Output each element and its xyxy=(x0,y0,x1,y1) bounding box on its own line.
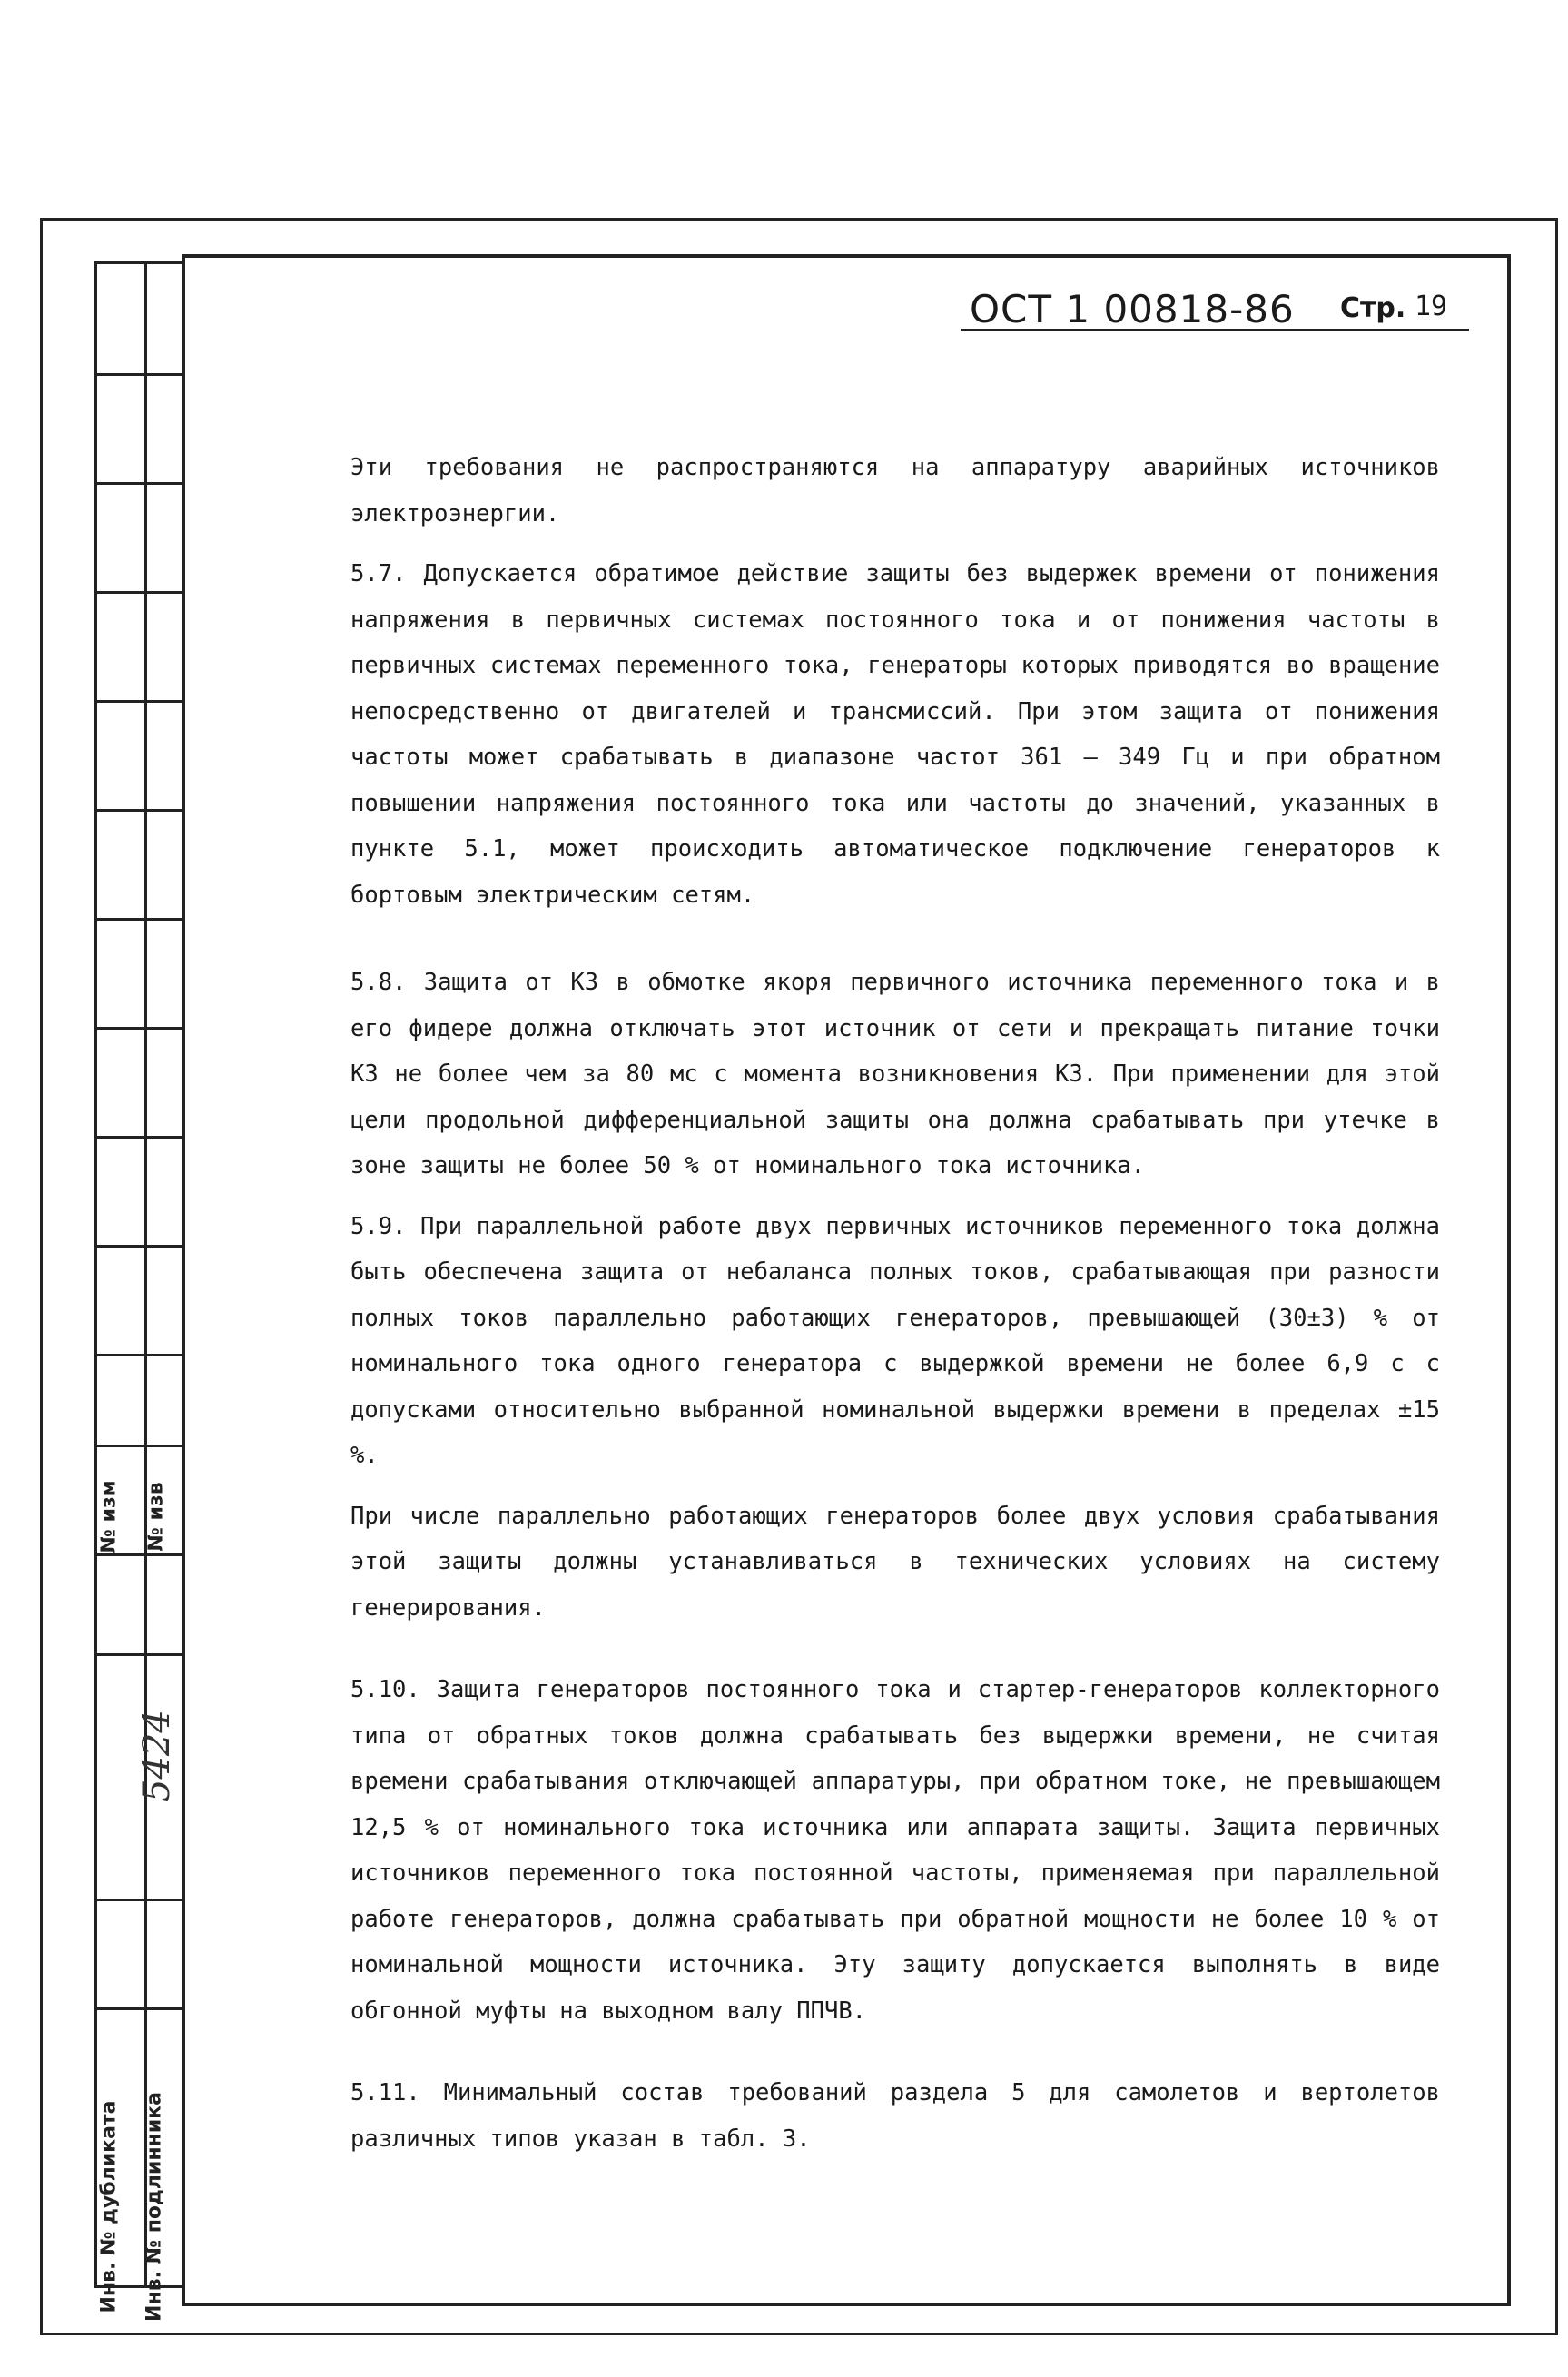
original-inv-label: Инв. № подлинника xyxy=(143,2092,166,2322)
strip-line xyxy=(97,700,184,703)
strip-line xyxy=(97,1027,184,1030)
paragraph-emergency-sources: Эти требования не распространяются на аппаратуру аварийных источников электроэнергии. xyxy=(350,454,1440,528)
strip-line xyxy=(97,1245,184,1248)
strip-line xyxy=(97,1445,184,1447)
strip-line xyxy=(97,2007,184,2010)
strip-line xyxy=(97,918,184,921)
paragraph-5-8: 5.8. Защита от КЗ в обмотке якоря первичного источника переменного тока и в его фидере должна отключать этот источник от сети и прекращать питание точки КЗ не более чем за 80 мс с момента возникновения КЗ. При применении для этой цели продольной дифференциальной защиты она должна срабатывать при утечке в зоне защиты не более 50 % от номинального тока источника. xyxy=(350,969,1440,1179)
change-no-label: № изм xyxy=(97,1480,121,1553)
strip-line xyxy=(97,373,184,376)
strip-line xyxy=(97,482,184,485)
handwritten-inventory-number: 5424 xyxy=(136,1710,178,1802)
paragraph-parallel-generators: При числе параллельно работающих генераторов более двух условия срабатывания этой защиты должны устанавливаться в технических условиях на систему генерирования. xyxy=(350,1502,1440,1622)
strip-line xyxy=(97,1899,184,1901)
paragraph-5-10: 5.10. Защита генераторов постоянного тока и стартер-генераторов коллекторного типа от обратных токов должна срабатывать без выдержки времени, не считая времени срабатывания отключающей аппаратуры, при обратном токе, не превышающем 12,5 % от номинального тока источника или аппарата защиты. Защита первичных источников переменного тока постоянной частоты, применяемая при параллельной работе генераторов, должна срабатывать при обратной мощности не более 10 % от номинальной мощности источника. Эту защиту допускается выполнять в виде обгонной муфты на выходном валу ППЧВ. xyxy=(350,1676,1440,2025)
left-margin-stamp-column xyxy=(94,261,182,2288)
paragraph-5-11: 5.11. Минимальный состав требований раздела 5 для самолетов и вертолетов различных типов указан в табл. 3. xyxy=(350,2079,1440,2153)
document-body xyxy=(287,445,1440,2162)
duplicate-inv-label: Инв. № дубликата xyxy=(97,2100,121,2313)
notice-no-label: № изв xyxy=(144,1482,168,1552)
paragraph-5-9: 5.9. При параллельной работе двух первичных источников переменного тока должна быть обеспечена защита от небаланса полных токов, срабатывающая при разности полных токов параллельно работающих генераторов, превышающей (30±3) % от номинального тока одного генератора с выдержкой времени не более 6,9 с с допусками относительно выбранной номинальной выдержки времени в пределах ±15 %. xyxy=(350,1212,1440,1469)
strip-line xyxy=(97,591,184,594)
strip-divider xyxy=(144,264,147,2285)
paragraph-5-7: 5.7. Допускается обратимое действие защиты без выдержек времени от понижения напряжения в первичных системах постоянного тока и от понижения частоты в первичных системах переменного тока, генераторы которых приводятся во вращение непосредственно от двигателей и трансмиссий. При этом защита от понижения частоты может срабатывать в диапазоне частот 361 – 349 Гц и при обратном повышении напряжения постоянного тока или частоты до значений, указанных в пункте 5.1, может происходить автоматическое подключение генераторов к бортовым электрическим сетям. xyxy=(350,560,1440,909)
strip-line xyxy=(97,1354,184,1356)
page-number: 19 xyxy=(1415,291,1448,322)
document-code: ОСТ 1 00818-86 xyxy=(970,287,1295,331)
header-underline xyxy=(961,329,1469,331)
strip-line xyxy=(97,1136,184,1139)
strip-line xyxy=(97,809,184,812)
strip-line xyxy=(97,1653,184,1656)
page-label: Стр. xyxy=(1340,292,1406,324)
